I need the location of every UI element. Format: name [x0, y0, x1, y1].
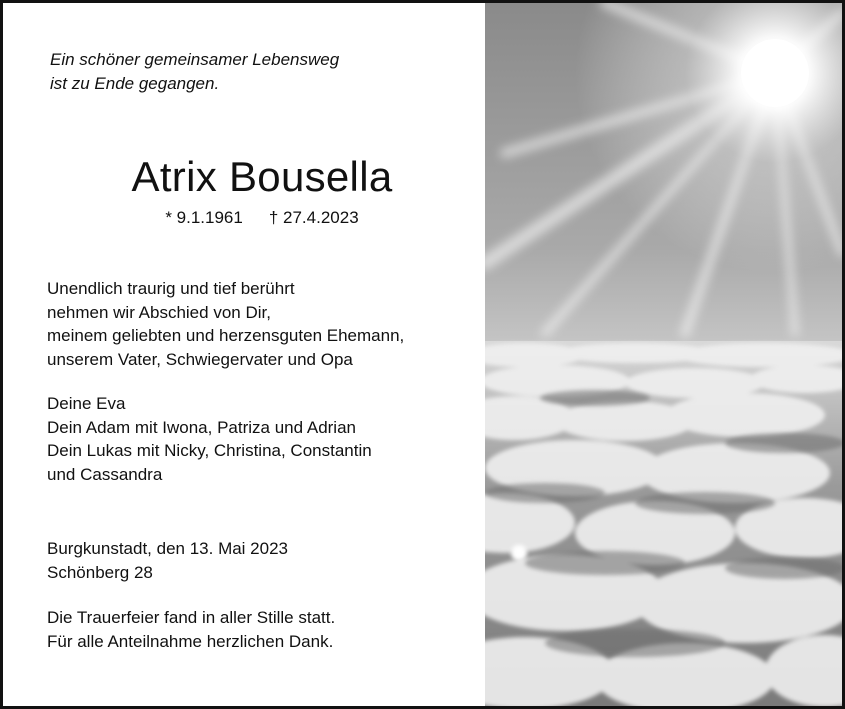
closing-line: Für alle Anteilnahme herzlichen Dank.: [47, 631, 334, 651]
sun-above-clouds-photo: [485, 3, 842, 706]
intro-line: Ein schöner gemeinsamer Lebensweg: [50, 50, 340, 69]
intro-quote: [50, 48, 339, 96]
family-line: Deine Eva: [47, 394, 126, 413]
family-line: Dein Lukas mit Nicky, Christina, Constantin: [47, 441, 372, 460]
life-dates: [3, 206, 521, 230]
address-line: Schönberg 28: [47, 562, 153, 582]
place-and-address: [47, 537, 288, 584]
closing-line: Die Trauerfeier fand in aller Stille statt.: [47, 608, 336, 627]
closing-remarks: [47, 606, 335, 653]
condolence-message: [47, 277, 404, 371]
intro-line: ist zu Ende gegangen.: [50, 74, 220, 93]
message-line: Unendlich traurig und tief berührt: [47, 279, 295, 298]
deceased-name: Atrix Bousella: [131, 153, 393, 200]
message-line: unserem Vater, Schwiegervater und Opa: [47, 349, 353, 369]
message-line: meinem geliebten und herzensguten Ehemann,: [47, 326, 405, 345]
clouds-illustration: [485, 3, 842, 706]
family-members: [47, 392, 372, 486]
text-panel: [3, 3, 485, 706]
birth-date: * 9.1.1961: [165, 208, 243, 227]
family-line: Dein Adam mit Iwona, Patriza und Adrian: [47, 417, 356, 437]
message-line: nehmen wir Abschied von Dir,: [47, 302, 271, 322]
family-line: und Cassandra: [47, 464, 163, 484]
death-date: † 27.4.2023: [268, 208, 359, 227]
place-date-line: Burgkunstadt, den 13. Mai 2023: [47, 539, 288, 558]
